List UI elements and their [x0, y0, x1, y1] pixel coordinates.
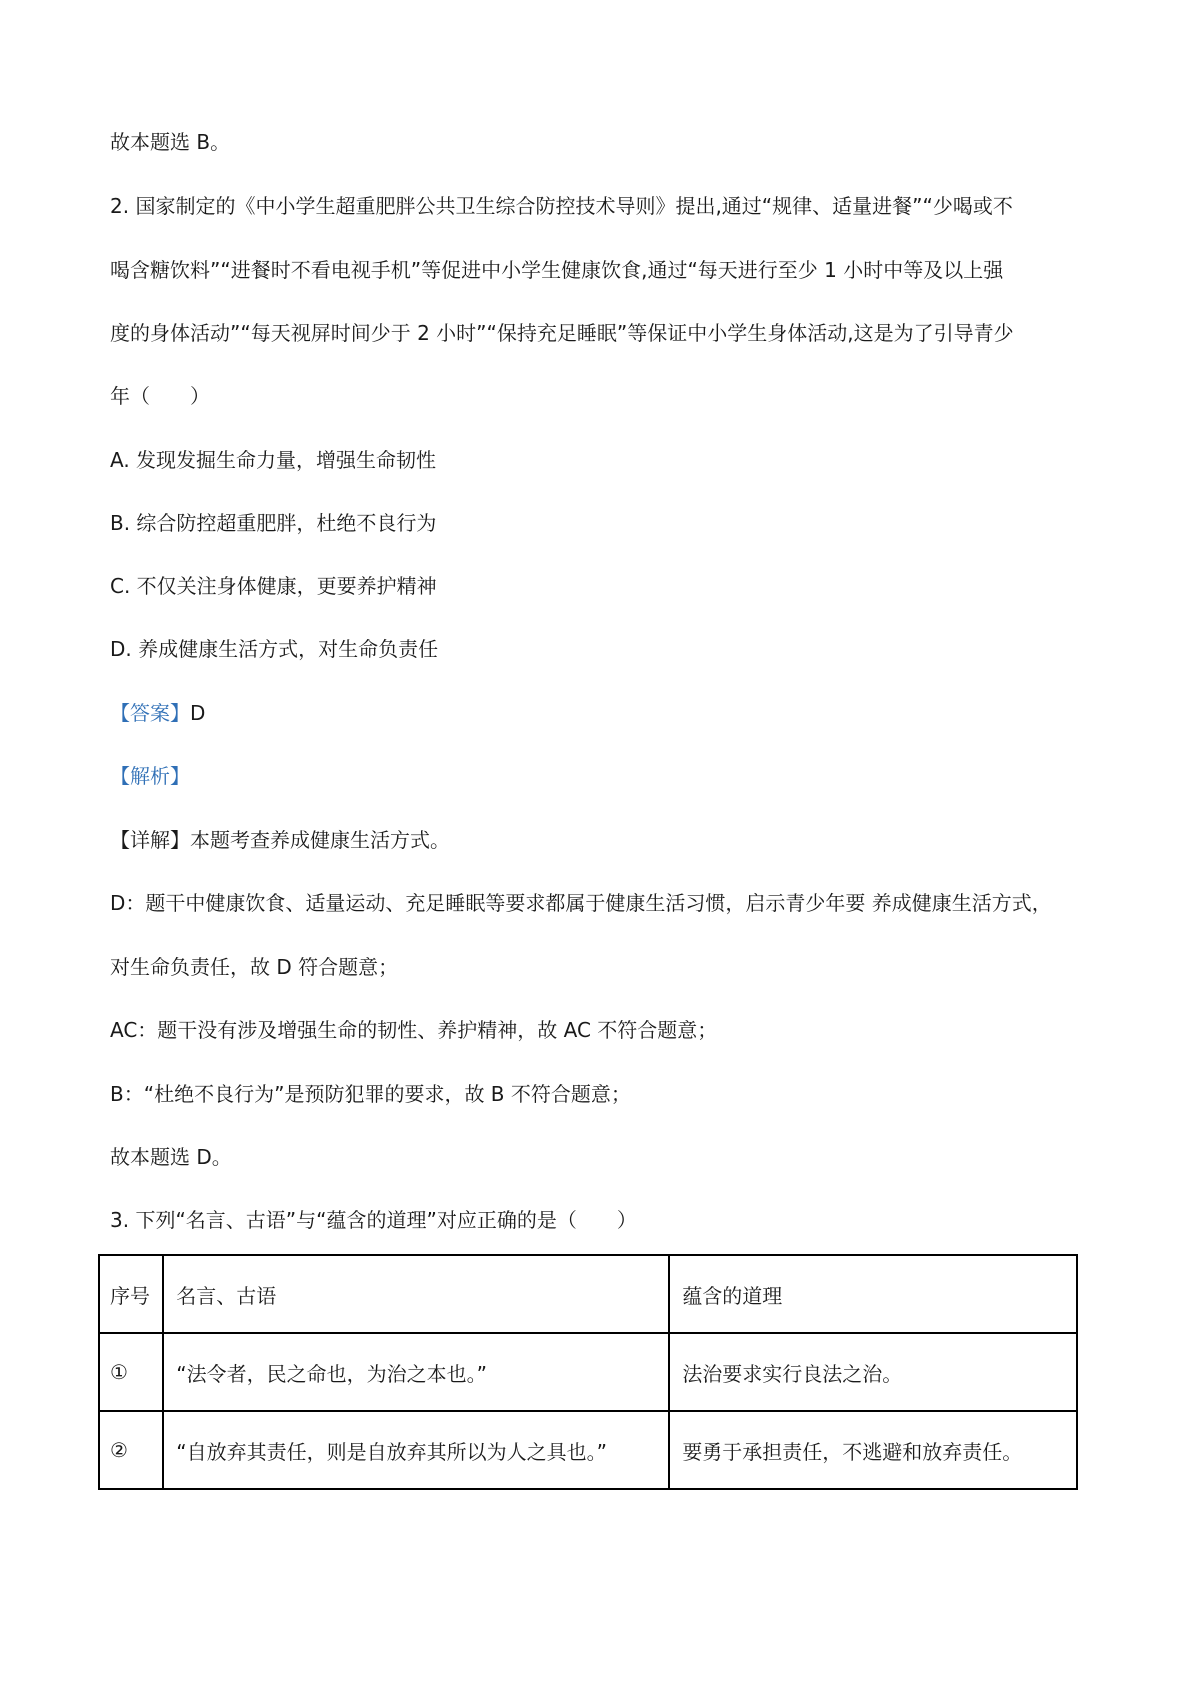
question-2-stem-line-4: 年（ ）: [110, 384, 210, 408]
table-cell: “法令者，民之命也，为治之本也。”: [163, 1333, 669, 1411]
detail-line-5: B：“杜绝不良行为”是预防犯罪的要求，故 B 不符合题意；: [110, 1082, 631, 1106]
detail-line-1: 【详解】本题考查养成健康生活方式。: [110, 828, 450, 852]
question-3-stem: 3. 下列“名言、古语”与“蕴含的道理”对应正确的是（ ）: [110, 1208, 637, 1232]
question-2-stem-line-3: 度的身体活动”“每天视屏时间少于 2 小时”“保持充足睡眠”等保证中小学生身体活动,这是为了引导青少: [110, 321, 1014, 345]
table-header-cell: 蕴含的道理: [669, 1255, 1077, 1333]
quotes-table: [98, 1254, 1078, 1490]
table-cell: ①: [99, 1333, 163, 1411]
table-cell: 要勇于承担责任，不逃避和放弃责任。: [669, 1411, 1077, 1489]
table-row: [99, 1411, 1077, 1489]
detail-line-3: 对生命负责任，故 D 符合题意；: [110, 955, 399, 979]
table-cell: ②: [99, 1411, 163, 1489]
table-cell: “自放弃其责任，则是自放弃其所以为人之具也。”: [163, 1411, 669, 1489]
analysis-tag: 【解析】: [110, 764, 190, 788]
answer-tag: 【答案】: [110, 701, 190, 725]
table-cell: 法治要求实行良法之治。: [669, 1333, 1077, 1411]
table-row: [99, 1333, 1077, 1411]
option-a: A. 发现发掘生命力量，增强生命韧性: [110, 448, 437, 472]
detail-line-4: AC：题干没有涉及增强生命的韧性、养护精神，故 AC 不符合题意；: [110, 1018, 718, 1042]
detail-line-6: 故本题选 D。: [110, 1145, 232, 1169]
previous-question-conclusion: 故本题选 B。: [110, 130, 231, 154]
table-header-cell: 序号: [99, 1255, 163, 1333]
option-d: D. 养成健康生活方式，对生命负责任: [110, 637, 439, 661]
option-b: B. 综合防控超重肥胖，杜绝不良行为: [110, 511, 437, 535]
question-2-stem-line-1: 2. 国家制定的《中小学生超重肥胖公共卫生综合防控技术导则》提出,通过“规律、适量进餐”“少喝或不: [110, 194, 1013, 218]
option-c: C. 不仅关注身体健康，更要养护精神: [110, 574, 437, 598]
table-header-cell: 名言、古语: [163, 1255, 669, 1333]
question-2-stem-line-2: 喝含糖饮料”“进餐时不看电视手机”等促进中小学生健康饮食,通过“每天进行至少 1 小时中等及以上强: [110, 258, 1004, 282]
detail-line-2: D：题干中健康饮食、适量运动、充足睡眠等要求都属于健康生活习惯，启示青少年要 养成健康生活方式，: [110, 891, 1052, 915]
table-header-row: [99, 1255, 1077, 1333]
answer-line: [110, 699, 205, 727]
answer-value: D: [190, 701, 206, 725]
